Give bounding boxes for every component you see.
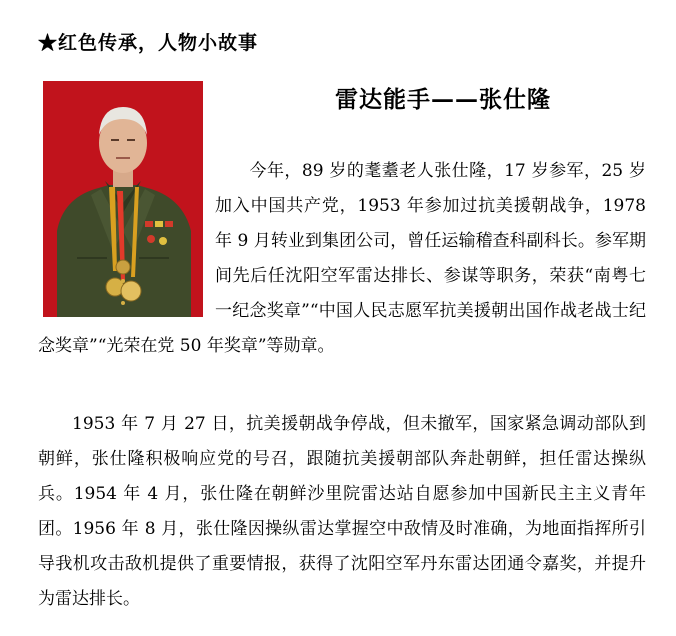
paragraph-2: 1953 年 7 月 27 日，抗美援朝战争停战，但未撤军，国家紧急调动部队到朝鲜，张仕隆积极响应党的号召，跟随抗美援朝部队奔赴朝鲜，担任雷达操纵兵。1954 年 4 月，张仕隆在朝鲜沙里院雷达站自愿参加中国新民主主义青年团。1956 年 8 月，张仕隆因操纵雷达掌握空中敌情及时准确，为地面指挥所引导我机攻击敌机提供了重要情报，获得了沈阳空军丹东雷达团通令嘉奖，并提升为雷达排长。: [38, 414, 646, 609]
photo-text-wrap: [38, 154, 215, 324]
article-title: 雷达能手——张仕隆: [335, 86, 551, 113]
paragraph-1-text: 今年，89 岁的耄耋老人张仕隆，17 岁参军，25 岁加入中国共产党，1953 年参加过抗美援朝战争，1978 年 9 月转业到集团公司，曾任运输稽查科副科长。参军期间先后任沈阳空军雷达排长、参谋等职务，荣获“南粤七一纪念奖章”“中国人民志愿军抗美援朝出国作战老战士纪念奖章”“光荣在党 50 年奖章”等勋章。: [38, 161, 646, 356]
section-heading: ★红色传承，人物小故事: [38, 32, 259, 54]
paragraph-1: [38, 154, 646, 364]
